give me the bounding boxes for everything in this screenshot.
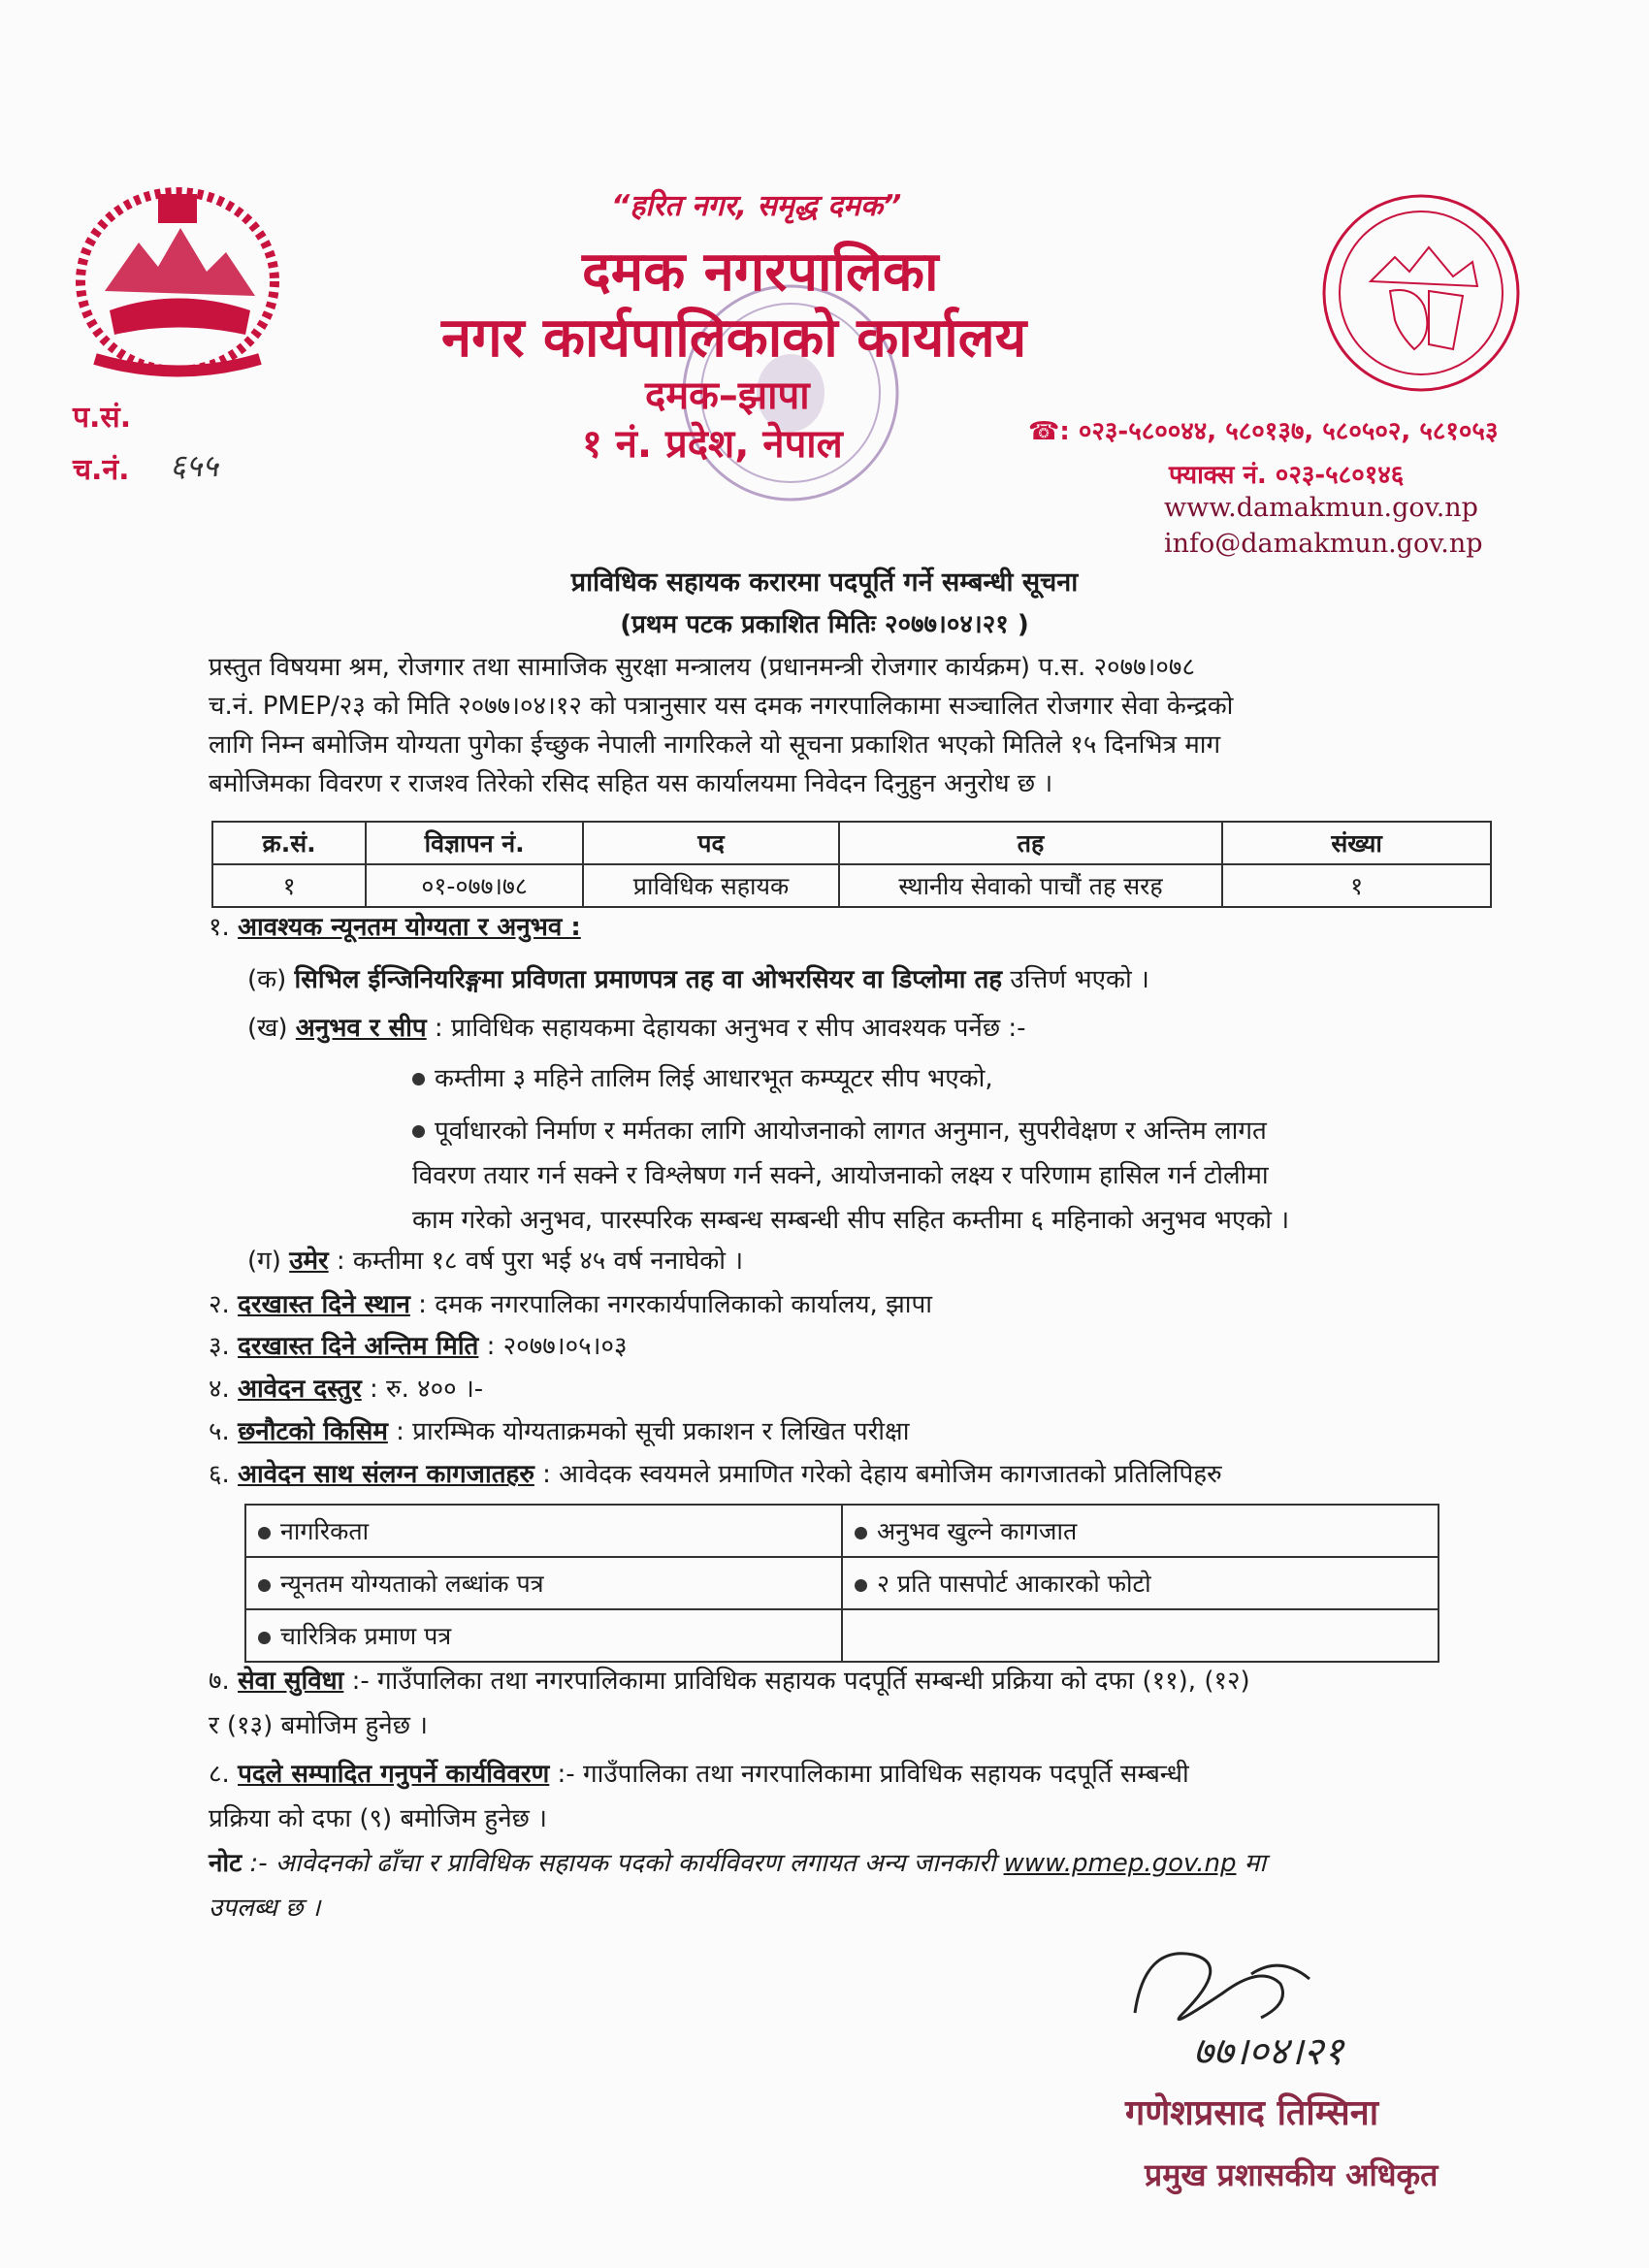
- office-name: नगर कार्यपालिकाको कार्यालय: [441, 307, 1027, 370]
- intro-line: बमोजिमका विवरण र राजश्व तिरेको रसिद सहित यस कार्यालयमा निवेदन दिनुहुन अनुरोध छ ।: [209, 769, 1053, 798]
- col-header-ad-no: विज्ञापन नं.: [366, 822, 583, 864]
- col-header-level: तह: [839, 822, 1222, 864]
- section-title: दरखास्त दिने अन्तिम मिति: [238, 1332, 479, 1361]
- cell-text: अनुभव खुल्ने कागजात: [877, 1517, 1078, 1545]
- table-cell: ०१-०७७।७८: [366, 864, 583, 907]
- item-ga: [247, 1242, 743, 1277]
- note-text: उपलब्ध छ ।: [209, 1894, 321, 1923]
- section-title: आवेदन साथ संलग्न कागजातहरु: [238, 1460, 534, 1489]
- section-8: [209, 1752, 1489, 1841]
- table-cell: [245, 1609, 842, 1662]
- cell-text: न्यूनतम योग्यताको लब्धांक पत्र: [280, 1570, 544, 1598]
- section-title: दरखास्त दिने स्थान: [238, 1290, 410, 1319]
- col-header-post: पद: [583, 822, 839, 864]
- section-text: : दमक नगरपालिका नगरकार्यपालिकाको कार्यालय, झापा: [409, 1290, 932, 1319]
- item-label: (ख): [247, 1014, 288, 1043]
- table-cell: [245, 1557, 842, 1609]
- table-cell: स्थानीय सेवाको पाचौं तह सरह: [839, 864, 1222, 907]
- item-text: : प्राविधिक सहायकमा देहायका अनुभव र सीप आवश्यक पर्नेछ :-: [426, 1014, 1026, 1043]
- item-label: (ग): [247, 1247, 281, 1276]
- phone-icon: ☎: [1028, 417, 1060, 446]
- intro-paragraph: [209, 648, 1489, 803]
- item-label: (क): [247, 965, 287, 994]
- item-text: : कम्तीमा १८ वर्ष पुरा भई ४५ वर्ष ननाघेको ।: [328, 1247, 744, 1276]
- table-row: [212, 864, 1491, 907]
- item-bold: उमेर: [289, 1247, 329, 1276]
- fax-number: फ्याक्स नं. ०२३-५८०१४६: [1169, 461, 1405, 490]
- note-text: मा: [1236, 1849, 1267, 1878]
- signature-date: ७७।०४।२१: [1193, 2029, 1344, 2074]
- notice-title: प्राविधिक सहायक करारमा पदपूर्ति गर्ने सम्बन्धी सूचना: [570, 567, 1079, 598]
- section-3: [209, 1327, 628, 1362]
- section-number: ४.: [209, 1375, 230, 1404]
- signatory-title: प्रमुख प्रशासकीय अधिकृत: [1145, 2156, 1439, 2193]
- table-row: [245, 1557, 1439, 1609]
- bullet-icon: [258, 1632, 271, 1644]
- section-number: ३.: [209, 1332, 230, 1361]
- address-line-2: १ नं. प्रदेश, नेपाल: [582, 422, 843, 467]
- phone-text: : ०२३-५८००४४, ५८०१३७, ५८०५०२, ५८१०५३: [1059, 417, 1499, 446]
- section-text: : २०७७।०५।०३: [478, 1332, 628, 1361]
- section-title: पदले सम्पादित गनुपर्ने कार्यविवरण: [238, 1760, 550, 1789]
- table-cell: प्राविधिक सहायक: [583, 864, 839, 907]
- section-number: ५.: [209, 1417, 230, 1446]
- reference-ps-label: प.सं.: [73, 401, 132, 435]
- signatory-name: गणेशप्रसाद तिम्सिना: [1125, 2093, 1379, 2133]
- table-row: [245, 1505, 1439, 1557]
- section-number: ७.: [209, 1667, 230, 1696]
- item-bold: अनुभव र सीप: [295, 1014, 427, 1043]
- bullet-icon: [855, 1579, 867, 1592]
- bullet-item: [412, 1059, 993, 1094]
- section-2: [209, 1285, 932, 1320]
- reference-cn-value: ६५५: [170, 447, 218, 484]
- municipality-name: दमक नगरपालिका: [582, 241, 939, 304]
- col-header-count: संख्या: [1222, 822, 1491, 864]
- address-line-1: दमक–झापा: [645, 373, 810, 418]
- section-title: छनौटको किसिम: [238, 1417, 388, 1446]
- national-emblem-icon: [66, 175, 289, 383]
- table-cell: १: [212, 864, 366, 907]
- item-text: उत्तिर्ण भएको ।: [1002, 965, 1149, 994]
- bullet-icon: [258, 1527, 271, 1539]
- section-text: : आवेदक स्वयमले प्रमाणित गरेको देहाय बमोजिम कागजातको प्रतिलिपिहरु: [534, 1460, 1222, 1489]
- bullet-icon: [855, 1527, 867, 1539]
- website-link[interactable]: www.damakmun.gov.np: [1164, 493, 1478, 523]
- note-label: नोट: [209, 1849, 242, 1878]
- note: [209, 1841, 1489, 1930]
- documents-table: [244, 1504, 1439, 1663]
- section-6: [209, 1455, 1222, 1490]
- intro-line: लागि निम्न बमोजिम योग्यता पुगेका ईच्छुक नेपाली नागरिकले यो सूचना प्रकाशित भएको मितिले १५ दिनभित्र माग: [209, 730, 1221, 760]
- bullet-text: काम गरेको अनुभव, पारस्परिक सम्बन्ध सम्बन्धी सीप सहित कम्तीमा ६ महिनाको अनुभव भएको ।: [412, 1206, 1290, 1235]
- section-title: आवश्यक न्यूनतम योग्यता र अनुभव :: [238, 913, 581, 942]
- intro-line: प्रस्तुत विषयमा श्रम, रोजगार तथा सामाजिक सुरक्षा मन्त्रालय (प्रधानमन्त्री रोजगार कार्यक्रम) प.स. २०७७।०७८: [209, 653, 1195, 682]
- section-text: : प्रारम्भिक योग्यताक्रमको सूची प्रकाशन र लिखित परीक्षा: [387, 1417, 910, 1446]
- section-text: प्रक्रिया को दफा (९) बमोजिम हुनेछ ।: [209, 1804, 548, 1833]
- section-text: :- गाउँपालिका तथा नगरपालिकामा प्राविधिक सहायक पदपूर्ति सम्बन्धी: [549, 1760, 1189, 1789]
- section-text: र (१३) बमोजिम हुनेछ ।: [209, 1711, 429, 1740]
- cell-text: २ प्रति पासपोर्ट आकारको फोटो: [877, 1570, 1151, 1598]
- section-text: : रु. ४०० ।-: [361, 1375, 484, 1404]
- section-number: ८.: [209, 1760, 230, 1789]
- section-title: आवेदन दस्तुर: [238, 1375, 362, 1404]
- note-text: :- आवेदनको ढाँचा र प्राविधिक सहायक पदको कार्यविवरण लगायत अन्य जानकारी: [242, 1849, 1004, 1878]
- section-1-heading: [209, 908, 581, 943]
- phone-numbers: [1028, 412, 1498, 447]
- item-bold: सिभिल ईन्जिनियरिङ्गमा प्रविणता प्रमाणपत्र तह वा ओभरसियर वा डिप्लोमा तह: [294, 965, 1003, 994]
- section-number: १.: [209, 913, 230, 942]
- cell-text: नागरिकता: [280, 1517, 370, 1545]
- cell-text: चारित्रिक प्रमाण पत्र: [280, 1622, 452, 1650]
- bullet-icon: [258, 1579, 271, 1592]
- intro-line: च.नं. PMEP/२३ को मिति २०७७।०४।१२ को पत्रानुसार यस दमक नगरपालिकामा सञ्चालित रोजगार सेवा केन्द्रको: [209, 692, 1234, 721]
- table-cell: [842, 1557, 1439, 1609]
- post-table: [211, 821, 1492, 908]
- section-text: :- गाउँपालिका तथा नगरपालिकामा प्राविधिक सहायक पदपूर्ति सम्बन्धी प्रक्रिया को दफा (११), (१२): [343, 1667, 1250, 1696]
- table-cell: १: [1222, 864, 1491, 907]
- municipality-logo: [1317, 189, 1526, 398]
- item-ka: [247, 960, 1149, 995]
- reference-cn-label: च.नं.: [73, 453, 130, 487]
- bullet-text: कम्तीमा ३ महिने तालिम लिई आधारभूत कम्प्यूटर सीप भएको,: [435, 1064, 993, 1093]
- table-cell: [842, 1505, 1439, 1557]
- section-title: सेवा सुविधा: [238, 1667, 344, 1696]
- table-cell: [842, 1609, 1439, 1662]
- note-link[interactable]: www.pmep.gov.np: [1003, 1849, 1237, 1878]
- section-5: [209, 1412, 909, 1447]
- section-number: ६.: [209, 1460, 230, 1489]
- col-header-sn: क्र.सं.: [212, 822, 366, 864]
- item-kha: [247, 1009, 1026, 1044]
- section-number: २.: [209, 1290, 230, 1319]
- bullet-text: विवरण तयार गर्न सक्ने र विश्लेषण गर्न सक्ने, आयोजनाको लक्ष्य र परिणाम हासिल गर्न टोलीमा: [412, 1161, 1269, 1190]
- bullet-icon: [412, 1125, 425, 1138]
- notice-subtitle: (प्रथम पटक प्रकाशित मितिः २०७७।०४।२१ ): [620, 610, 1029, 639]
- table-cell: [245, 1505, 842, 1557]
- section-7: [209, 1659, 1489, 1748]
- slogan: “हरित नगर, समृद्ध दमक”: [611, 189, 902, 223]
- email-link[interactable]: info@damakmun.gov.np: [1164, 529, 1483, 559]
- section-4: [209, 1370, 483, 1405]
- table-header-row: [212, 822, 1491, 864]
- bullet-item: [412, 1109, 1489, 1243]
- table-row: [245, 1609, 1439, 1662]
- bullet-icon: [412, 1073, 425, 1085]
- bullet-text: पूर्वाधारको निर्माण र मर्मतका लागि आयोजनाको लागत अनुमान, सुपरीवेक्षण र अन्तिम लागत: [435, 1117, 1267, 1146]
